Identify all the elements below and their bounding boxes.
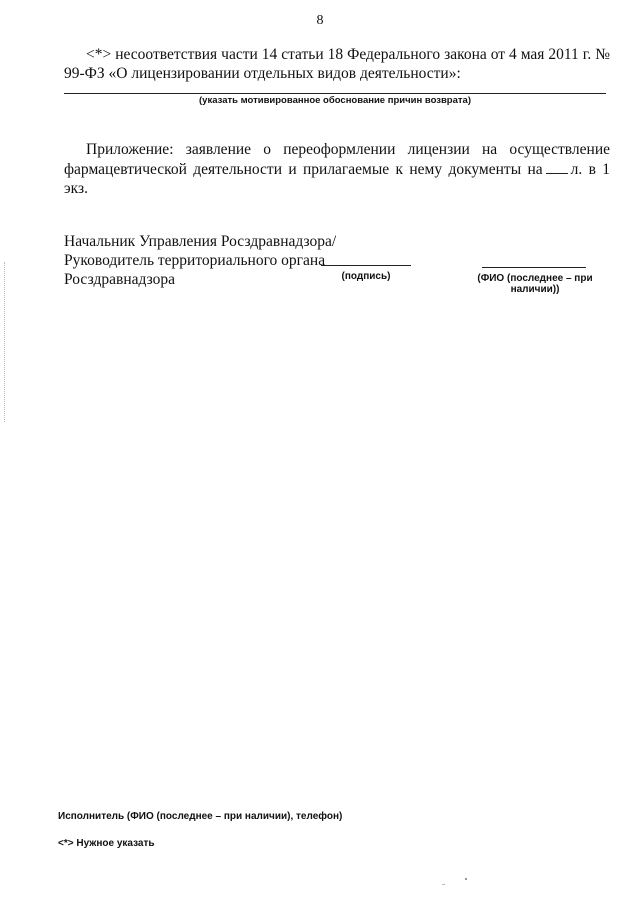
scan-margin-artifact — [4, 262, 6, 422]
signer-line-1: Начальник Управления Росздравнадзора/ — [64, 233, 337, 250]
footnote-marker: <*> — [86, 46, 112, 63]
scan-speck — [465, 878, 467, 880]
attachment-paragraph — [64, 140, 610, 198]
reason-caption: (указать мотивированное обоснование причин возврата) — [199, 95, 471, 106]
footnote-paragraph-text: несоответствия части 14 статьи 18 Федерального закона от 4 мая 2011 г. № 99-ФЗ «О лицензировании отдельных видов деятельности»: — [64, 46, 610, 82]
pages-count-blank — [546, 159, 568, 174]
footnote: <*> Нужное указать — [58, 838, 155, 849]
footnote-paragraph — [64, 45, 610, 83]
signer-line-2: Руководитель территориального органа — [64, 252, 326, 269]
attachment-text: Приложение: заявление о переоформлении лицензии на осуществление фармацевтической деятельности и прилагаемые к нему документы на — [64, 141, 610, 178]
signature-line — [321, 265, 411, 266]
name-line — [482, 267, 586, 268]
page-number: 8 — [316, 13, 324, 28]
signer-line-3: Росздравнадзора — [64, 271, 175, 288]
reason-fill-line — [64, 93, 606, 94]
executor-line: Исполнитель (ФИО (последнее – при наличии), телефон) — [58, 811, 343, 822]
signer-block — [64, 232, 336, 289]
attachment-text-after: л. в 1 экз. — [64, 161, 610, 197]
scan-speck — [442, 884, 445, 885]
signature-caption: (подпись) — [341, 271, 391, 282]
name-caption: (ФИО (последнее – при наличии)) — [477, 273, 593, 295]
